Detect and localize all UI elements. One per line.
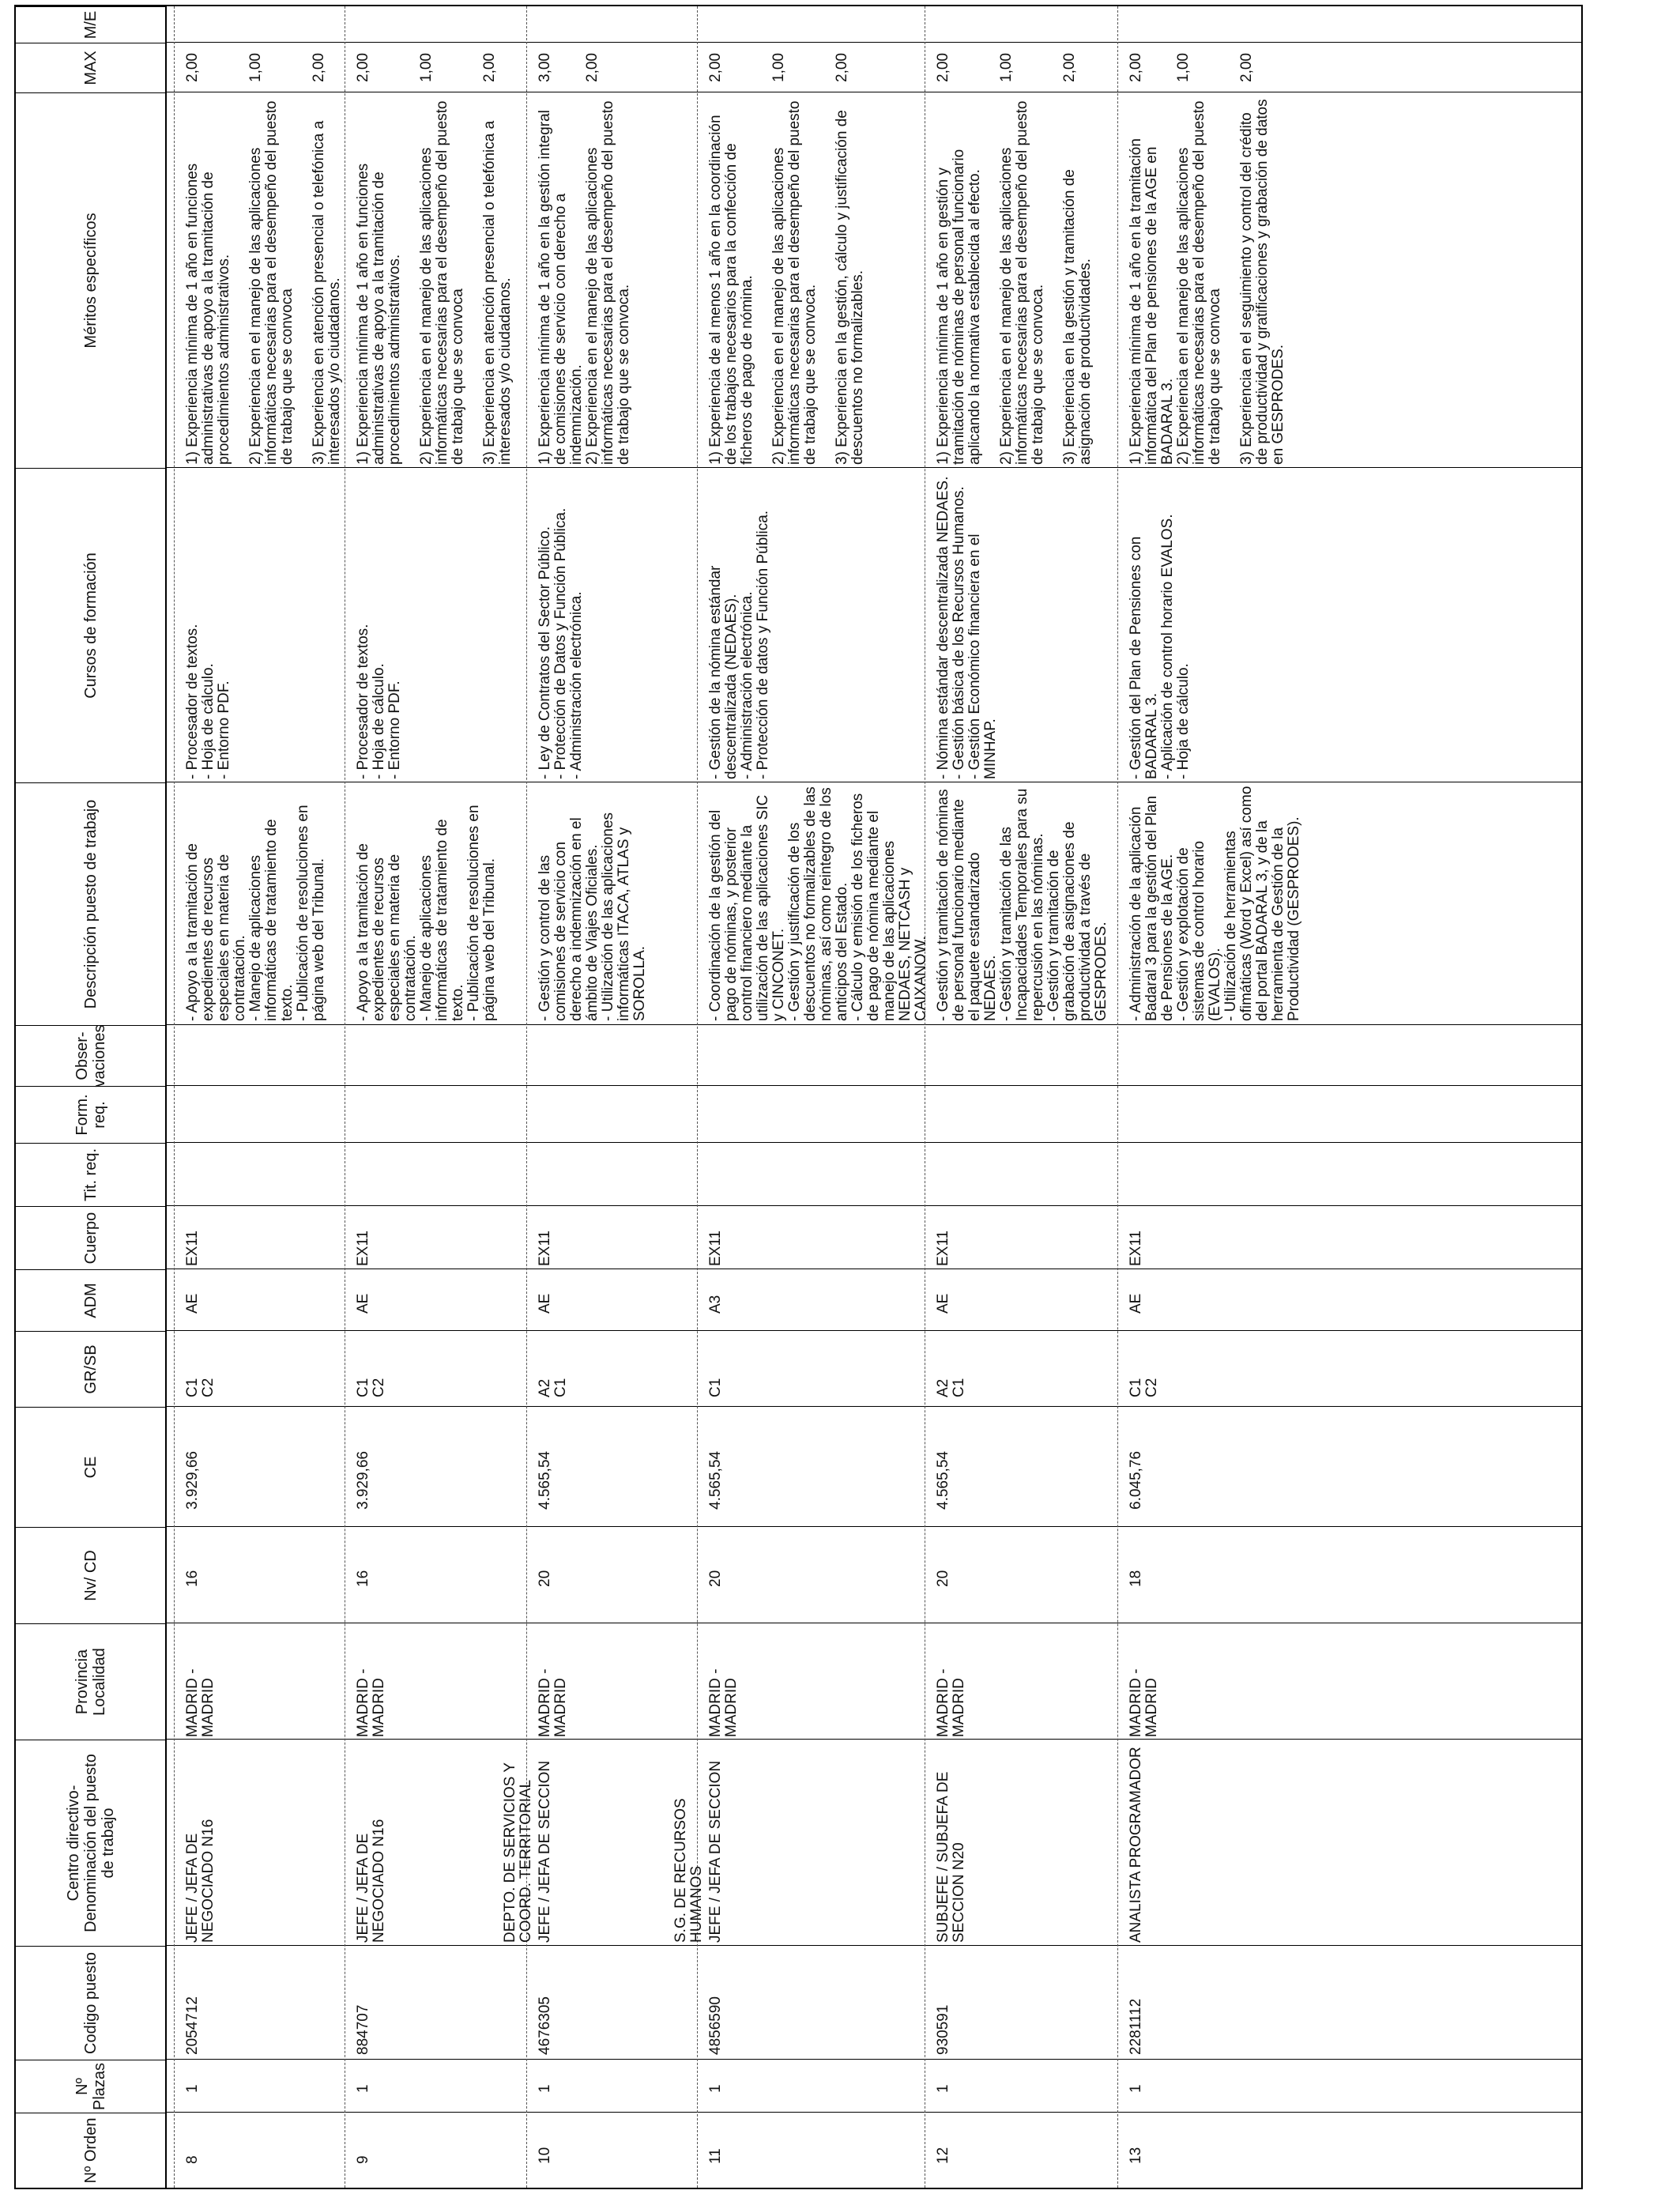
ce-cell: 6.045,76: [1128, 1451, 1144, 1510]
nivel-cell: 20: [935, 1570, 951, 1587]
provincia-cell: MADRID - MADRID: [1128, 1668, 1160, 1737]
cursos-cell: - Gestión del Plan de Pensiones con BADARAL 3. - Aplicación de control horario EVALOS. - Hoja de cálculo.: [1128, 514, 1192, 779]
header-meritos: Méritos específicos: [16, 92, 165, 468]
plazas-cell: 1: [537, 2084, 553, 2093]
max-cell: 2,00: [834, 53, 850, 82]
max-cell: 3,00: [537, 53, 553, 82]
header-divider: [165, 6, 167, 2188]
header-codigo: Codigo puesto: [16, 1946, 165, 2060]
table-row: [929, 6, 1114, 2188]
grsb-cell: C1 C2: [1128, 1378, 1160, 1397]
cuerpo-cell: EX11: [184, 1230, 201, 1266]
merito-2: 2) Experiencia en el manejo de las aplicaciones informáticas necesarias para el desempeño del puesto de trabajo que se convoca: [1175, 96, 1223, 465]
adm-cell: AE: [935, 1293, 951, 1314]
codigo-cell: 884707: [355, 2004, 371, 2055]
grsb-cell: A2 C1: [537, 1378, 569, 1397]
nivel-cell: 20: [537, 1570, 553, 1587]
table-row: [179, 6, 341, 2188]
positions-table: [14, 5, 1583, 2189]
provincia-cell: MADRID - MADRID: [184, 1668, 217, 1737]
cuerpo-cell: EX11: [537, 1230, 553, 1266]
cursos-cell: - Procesador de textos. - Hoja de cálculo. - Entorno PDF.: [355, 624, 403, 779]
row-divider: [1117, 6, 1118, 2188]
max-cell: 1,00: [247, 53, 264, 82]
header-nivel: Nv/ CD: [16, 1527, 165, 1623]
merito-3: 3) Experiencia en atención presencial o telefónica a interesados y/o ciudadanos.: [481, 116, 514, 465]
nivel-cell: 18: [1128, 1570, 1144, 1587]
max-cell: 1,00: [770, 53, 787, 82]
header-cursos: Cursos de formación: [16, 468, 165, 782]
ce-cell: 4.565,54: [707, 1451, 724, 1510]
max-cell: 2,00: [1061, 53, 1078, 82]
codigo-cell: 930591: [935, 2004, 951, 2055]
cuerpo-cell: EX11: [355, 1230, 371, 1266]
cuerpo-cell: EX11: [935, 1230, 951, 1266]
merito-2: 2) Experiencia en el manejo de las aplicaciones informáticas necesarias para el desempeño del puesto de trabajo que se convoca.: [770, 96, 819, 465]
provincia-cell: MADRID - MADRID: [935, 1668, 967, 1737]
max-cell: 2,00: [184, 53, 201, 82]
adm-cell: AE: [355, 1293, 371, 1314]
unidad-cell: DEPTO. DE SERVICIOS Y COORD. TERRITORIAL: [502, 1758, 534, 1943]
cuerpo-cell: EX11: [707, 1230, 724, 1266]
grsb-cell: C1 C2: [184, 1378, 217, 1397]
header-grsb: GR/SB: [16, 1331, 165, 1407]
provincia-cell: MADRID - MADRID: [537, 1668, 569, 1737]
merito-1: 1) Experiencia mínima de 1 año en la tramitación informática del Plan de pensiones de la AGE en BADARAL 3.: [1128, 134, 1176, 465]
adm-cell: AE: [184, 1293, 201, 1314]
merito-1: 1) Experiencia mínima de 1 año en funciones administrativas de apoyo a la tramitación de procedimientos administrativos.: [355, 159, 403, 465]
provincia-cell: MADRID - MADRID: [355, 1668, 387, 1737]
merito-3: 3) Experiencia en atención presencial o telefónica a interesados y/o ciudadanos.: [311, 116, 343, 465]
adm-cell: A3: [707, 1295, 724, 1314]
codigo-cell: 4676305: [537, 1996, 553, 2055]
header-form: Form. req.: [16, 1086, 165, 1143]
orden-cell: 10: [537, 2147, 553, 2164]
max-cell: 2,00: [355, 53, 371, 82]
merito-1: 1) Experiencia mínima de 1 año en la gestión integral de comisiones de servicio con derecho a indemnización.: [537, 105, 585, 465]
max-cell: 2,00: [1128, 53, 1144, 82]
denominacion-cell: SUBJEFE / SUBJEFA DE SECCION N20: [935, 1767, 967, 1943]
orden-cell: 8: [184, 2155, 201, 2164]
max-cell: 2,00: [707, 53, 724, 82]
denominacion-cell: JEFE / JEFA DE NEGOCIADO N16: [184, 1819, 217, 1943]
orden-cell: 9: [355, 2155, 371, 2164]
grsb-cell: C1: [707, 1378, 724, 1397]
cursos-cell: - Ley de Contratos del Sector Público. - Protección de Datos y Función Pública. - Administración electrónica.: [537, 507, 585, 779]
ce-cell: 3.929,66: [184, 1451, 201, 1510]
table-row: [672, 6, 929, 2188]
adm-cell: AE: [1128, 1293, 1144, 1314]
merito-3: 3) Experiencia en el seguimiento y control del crédito de productividad y gratificaciones y grabación de datos en GESPRODES.: [1238, 95, 1286, 465]
merito-2: 2) Experiencia en el manejo de las aplicaciones informáticas necesarias para el desempeño del puesto de trabajo que se convoca: [418, 96, 466, 465]
row-divider: [174, 6, 175, 2188]
merito-1: 1) Experiencia de al menos 1 año en la coordinación de los trabajos necesarios para la confección de ficheros de pago de nómina.: [707, 111, 755, 465]
header-tit: Tit. req.: [16, 1143, 165, 1206]
orden-cell: 12: [935, 2147, 951, 2164]
header-plazas: Nº Plazas: [16, 2060, 165, 2113]
descripcion-cell: - Apoyo a la tramitación de expedientes de recursos especiales en materia de contratación. - Manejo de aplicaciones informáticas de tratamiento de texto. - Publicación de resoluciones en página web del Tribunal.: [184, 805, 327, 1021]
provincia-cell: MADRID - MADRID: [707, 1668, 740, 1737]
merito-3: 3) Experiencia en la gestión, cálculo y justificación de descuentos no formalizables.: [834, 105, 866, 465]
orden-cell: 11: [707, 2148, 724, 2164]
header-provincia: Provincia Localidad: [16, 1623, 165, 1740]
merito-2: 2) Experiencia en el manejo de las aplicaciones informáticas necesarias para el desempeño del puesto de trabajo que se convoca.: [584, 96, 632, 465]
header-me: M/E: [16, 6, 165, 43]
max-cell: 1,00: [418, 53, 435, 82]
nivel-cell: 16: [355, 1570, 371, 1587]
merito-1: 1) Experiencia mínima de 1 año en funciones administrativas de apoyo a la tramitación de procedimientos administrativos.: [184, 159, 232, 465]
merito-1: 1) Experiencia mínima de 1 año en gestión y tramitación de nóminas de personal funcionario aplicando la normativa establecida al efecto.: [935, 145, 983, 465]
nivel-cell: 20: [707, 1570, 724, 1587]
nivel-cell: 16: [184, 1570, 201, 1587]
header-max: MAX: [16, 43, 165, 92]
plazas-cell: 1: [707, 2084, 724, 2093]
codigo-cell: 4856590: [707, 1996, 724, 2055]
plazas-cell: 1: [184, 2084, 201, 2093]
merito-2: 2) Experiencia en el manejo de las aplicaciones informáticas necesarias para el desempeño del puesto de trabajo que se convoca: [247, 96, 296, 465]
table-row: [349, 6, 523, 2188]
ce-cell: 3.929,66: [355, 1451, 371, 1510]
ce-cell: 4.565,54: [935, 1451, 951, 1510]
header-obs: Obser- vaciones: [16, 1025, 165, 1086]
denominacion-cell: JEFE / JEFA DE NEGOCIADO N16: [355, 1819, 387, 1943]
cursos-cell: - Nómina estándar descentralizada NEDAES. - Gestión básica de los Recursos Humanos. - Gestión Económico financiera en el MINHAP.: [935, 476, 999, 779]
denominacion-cell: JEFE / JEFA DE SECCION: [537, 1760, 553, 1943]
header-descripcion: Descripción puesto de trabajo: [16, 782, 165, 1025]
merito-2: 2) Experiencia en el manejo de las aplicaciones informáticas necesarias para el desempeño del puesto de trabajo que se convoca.: [998, 96, 1046, 465]
table-row: [502, 6, 694, 2188]
descripcion-cell: - Administración de la aplicación Badaral 3 para la gestión del Plan de Pensiones de la AGE. - Gestión y explotación de sistemas de control horario (EVALOS). - Utilización de herramientas ofimáticas (Word y Excel) así como del portal BADARAL 3, y de la herramienta de Gestión de la Productividad (GESPRODES).: [1128, 786, 1302, 1021]
cuerpo-cell: EX11: [1128, 1230, 1144, 1266]
max-cell: 2,00: [481, 53, 498, 82]
max-cell: 2,00: [584, 53, 601, 82]
codigo-cell: 2054712: [184, 1996, 201, 2055]
denominacion-cell: JEFE / JEFA DE SECCION: [707, 1760, 724, 1943]
descripcion-cell: - Gestión y tramitación de nóminas de personal funcionario mediante el paquete estandarizado NEDAES. - Gestión y tramitación de las Incapacidades Temporales para su repercusión en las nóminas. - Gestión y tramitación de grabación de asignaciones de productividad a través de GESPRODES.: [935, 788, 1109, 1021]
plazas-cell: 1: [1128, 2084, 1144, 2093]
descripcion-cell: - Apoyo a la tramitación de expedientes de recursos especiales en materia de contratación. - Manejo de aplicaciones informáticas de tratamiento de texto. - Publicación de resoluciones en página web del Tribunal.: [355, 805, 498, 1021]
header-orden: Nº Orden: [16, 2113, 165, 2188]
max-cell: 1,00: [1175, 53, 1192, 82]
cursos-cell: - Procesador de textos. - Hoja de cálculo. - Entorno PDF.: [184, 624, 232, 779]
cursos-cell: - Gestión de la nómina estándar descentralizada (NEDAES). - Administración electrónica. - Protección de datos y Función Pública.: [707, 510, 771, 779]
max-cell: 1,00: [998, 53, 1015, 82]
header-cuerpo: Cuerpo: [16, 1206, 165, 1269]
header-centro: Centro directivo- Denominación del puesto de trabajo: [16, 1740, 165, 1946]
descripcion-cell: - Gestión y control de las comisiones de servicio con derecho a indemnización en el ámbito de Viajes Oficiales. - Utilización de las aplicaciones informáticas ITACA, ATLAS y SOROLLA.: [537, 812, 648, 1021]
plazas-cell: 1: [355, 2084, 371, 2093]
ce-cell: 4.565,54: [537, 1451, 553, 1510]
grsb-cell: A2 C1: [935, 1378, 967, 1397]
unidad-cell: S.G. DE RECURSOS HUMANOS: [672, 1794, 705, 1943]
max-cell: 2,00: [935, 53, 951, 82]
plazas-cell: 1: [935, 2084, 951, 2093]
denominacion-cell: ANALISTA PROGRAMADOR: [1128, 1747, 1144, 1943]
max-cell: 2,00: [1238, 53, 1255, 82]
codigo-cell: 2281112: [1128, 1998, 1144, 2055]
grsb-cell: C1 C2: [355, 1378, 387, 1397]
header-ce: CE: [16, 1407, 165, 1527]
adm-cell: AE: [537, 1293, 553, 1314]
merito-3: 3) Experiencia en la gestión y tramitación de asignación de productividades.: [1061, 164, 1094, 465]
orden-cell: 13: [1128, 2147, 1144, 2164]
max-cell: 2,00: [311, 53, 327, 82]
header-adm: ADM: [16, 1269, 165, 1331]
table-row: [1122, 6, 1312, 2188]
descripcion-cell: - Coordinación de la gestión del pago de nóminas, y posterior control financiero mediante la utilización de las aplicaciones SIC y CINCONET. - Gestión y justificación de los descuentos no formalizables de las nóminas, así como reintegro de los anticipos del Estado. - Cálculo y emisión de los ficheros de pago de nómina mediante el manejo de las aplicaciones NEDAES, NETCASH y CAIXANOW.: [707, 786, 929, 1021]
